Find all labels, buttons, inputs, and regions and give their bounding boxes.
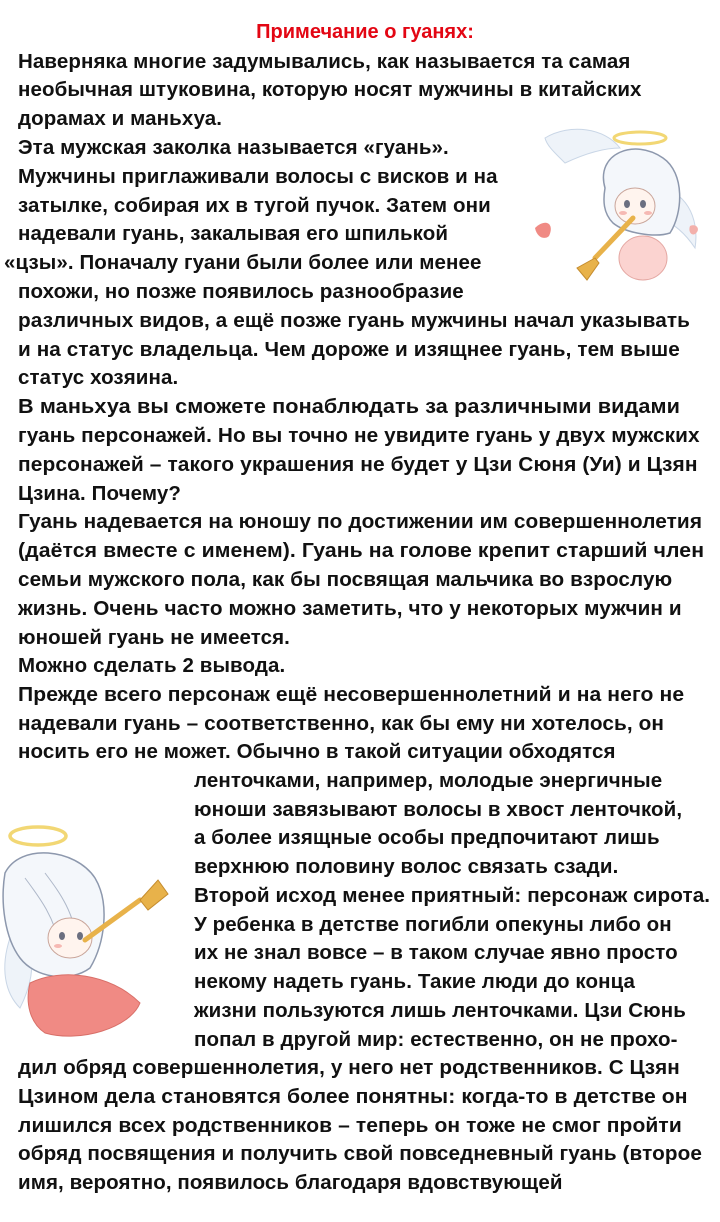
text-line: семьи мужского пола, как бы посвящая мальчика во взрослую — [18, 568, 673, 591]
text-line: затылке, собирая их в тугой пучок. Затем они — [18, 194, 491, 217]
text-line: Цзина. Почему? — [18, 482, 181, 505]
page-title: Примечание о гуанях: — [256, 21, 474, 43]
text-line: попал в другой мир: естественно, он не прохо- — [194, 1028, 678, 1051]
text-line: имя, вероятно, появилось благодаря вдовствующей — [18, 1171, 563, 1194]
text-line: статус хозяина. — [18, 366, 179, 389]
text-line: персонажей – такого украшения не будет у Цзи Сюня (Уи) и Цзян — [18, 453, 698, 476]
text-line: надевали гуань – соответственно, как бы ему ни хотелось, он — [18, 712, 664, 735]
text-line: дорамах и маньхуа. — [18, 107, 223, 130]
angel-trumpet-top-icon — [525, 118, 705, 293]
text-line: У ребенка в детстве погибли опекуны либо он — [194, 913, 672, 936]
text-line: Цзином дела становятся более понятны: когда-то в детстве он — [18, 1085, 688, 1108]
text-line: необычная штуковина, которую носят мужчины в китайских — [18, 78, 642, 101]
text-line: похожи, но позже появилось разнообразие — [18, 280, 464, 303]
text-line: и на статус владельца. Чем дороже и изящнее гуань, тем выше — [18, 338, 680, 361]
text-line: ленточками, например, молодые энергичные — [194, 769, 663, 792]
text-line: дил обряд совершеннолетия, у него нет родственников. С Цзян — [18, 1056, 680, 1079]
angel-trumpet-bottom-icon — [0, 818, 190, 1058]
text-line: Второй исход менее приятный: персонаж сирота. — [194, 884, 711, 907]
text-line: юноши завязывают волосы в хвост ленточкой, — [194, 798, 683, 821]
text-line: их не знал вовсе – в таком случае явно просто — [194, 941, 678, 964]
text-line: В маньхуа вы сможете понаблюдать за различными видами — [18, 395, 681, 418]
text-line: жизни пользуются лишь ленточками. Цзи Сюнь — [194, 999, 686, 1022]
text-line: надевали гуань, закалывая его шпилькой — [18, 222, 449, 245]
text-line: Прежде всего персонаж ещё несовершеннолетний и на него не — [18, 683, 685, 706]
text-line: Гуань надевается на юношу по достижении им совершеннолетия — [18, 510, 703, 533]
text-line: обряд посвящения и получить свой повседневный гуань (второе — [18, 1142, 702, 1165]
text-line: Эта мужская заколка называется «гуань». — [18, 136, 449, 159]
text-line: Мужчины приглаживали волосы с висков и на — [18, 165, 498, 188]
text-line: верхнюю половину волос связать сзади. — [194, 855, 619, 878]
text-line: некому надеть гуань. Такие люди до конца — [194, 970, 636, 993]
text-line: различных видов, а ещё позже гуань мужчины начал указывать — [18, 309, 691, 332]
text-line: гуань персонажей. Но вы точно не увидите гуань у двух мужских — [18, 424, 700, 447]
text-line: Наверняка многие задумывались, как называется та самая — [18, 50, 631, 73]
text-line: (даётся вместе с именем). Гуань на голове крепит старший член — [18, 539, 705, 562]
text-line: а более изящные особы предпочитают лишь — [194, 826, 660, 849]
text-line: лишился всех родственников – теперь он тоже не смог пройти — [18, 1114, 682, 1137]
text-line: Можно сделать 2 вывода. — [18, 654, 286, 677]
text-line: юношей гуань не имеется. — [18, 626, 290, 649]
text-line: носить его не может. Обычно в такой ситуации обходятся — [18, 740, 616, 763]
text-line: «цзы». Поначалу гуани были более или менее — [4, 251, 482, 274]
text-line: жизнь. Очень часто можно заметить, что у некоторых мужчин и — [18, 597, 682, 620]
